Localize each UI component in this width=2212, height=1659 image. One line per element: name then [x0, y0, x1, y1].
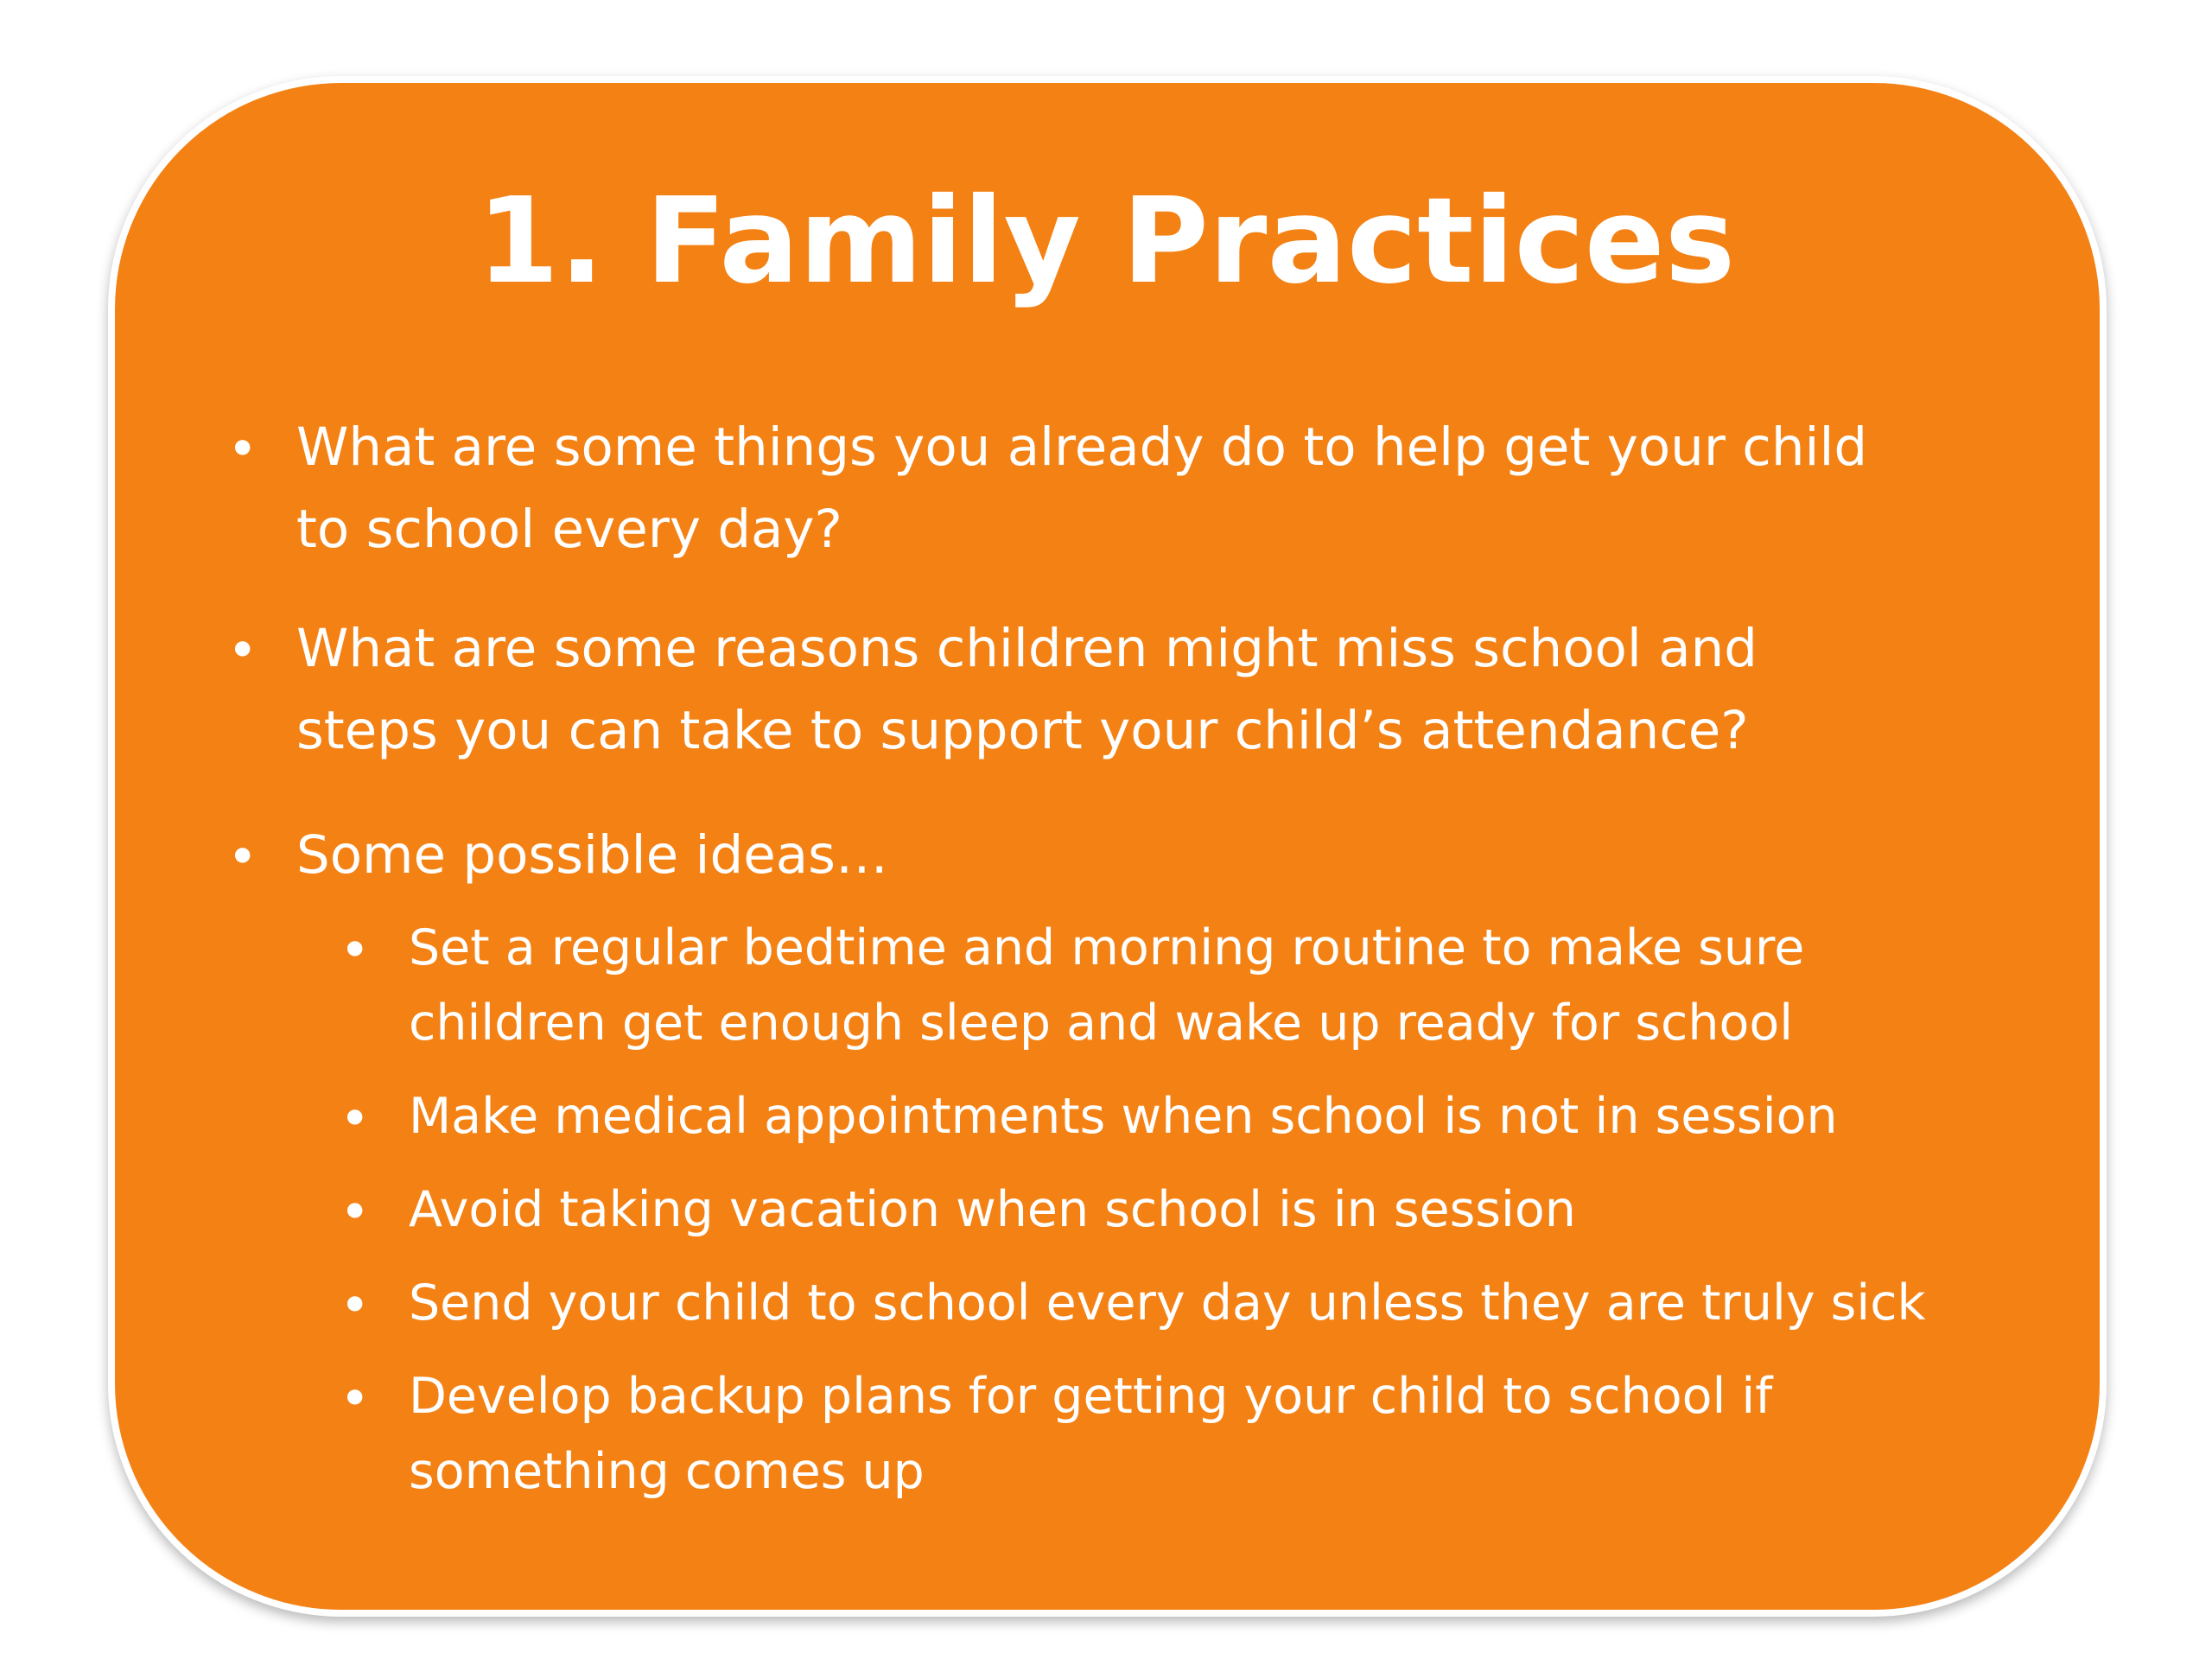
bullet-line: children get enough sleep and wake up ready for school: [409, 995, 1794, 1052]
bullet-dot-icon: •: [227, 620, 258, 681]
bullet-dot-icon: •: [340, 1089, 371, 1149]
bullet-line: Some possible ideas…: [296, 824, 888, 886]
bullet-dot-icon: •: [227, 827, 258, 887]
bullet-dot-icon: •: [340, 920, 371, 981]
bullet-line: What are some things you already do to help get your child: [296, 416, 1868, 478]
bullet-line: to school every day?: [296, 499, 842, 560]
bullet-item: [227, 406, 1868, 570]
sub-bullet-item: [340, 1359, 1773, 1510]
sub-bullet-item: [340, 1079, 1838, 1154]
sub-bullet-item: [340, 1173, 1576, 1248]
bullet-line: Set a regular bedtime and morning routine to make sure: [409, 919, 1805, 976]
bullet-line: something comes up: [409, 1443, 925, 1500]
bullet-line: steps you can take to support your child’s attendance?: [296, 700, 1749, 761]
bullet-dot-icon: •: [340, 1369, 371, 1429]
sub-bullet-item: [340, 911, 1805, 1061]
bullet-item: [227, 607, 1758, 772]
bullet-dot-icon: •: [340, 1182, 371, 1243]
bullet-line: Avoid taking vacation when school is in session: [409, 1181, 1576, 1238]
sub-bullet-item: [340, 1266, 1926, 1341]
slide-title: 1. Family Practices: [476, 173, 1736, 310]
bullet-line: Make medical appointments when school is not in session: [409, 1088, 1838, 1145]
bullet-item: [227, 814, 888, 896]
bullet-line: Develop backup plans for getting your child to school if: [409, 1368, 1773, 1425]
bullet-line: What are some reasons children might miss school and: [296, 618, 1758, 679]
bullet-line: Send your child to school every day unless they are truly sick: [409, 1274, 1926, 1332]
bullet-dot-icon: •: [340, 1275, 371, 1336]
bullet-dot-icon: •: [227, 419, 258, 480]
